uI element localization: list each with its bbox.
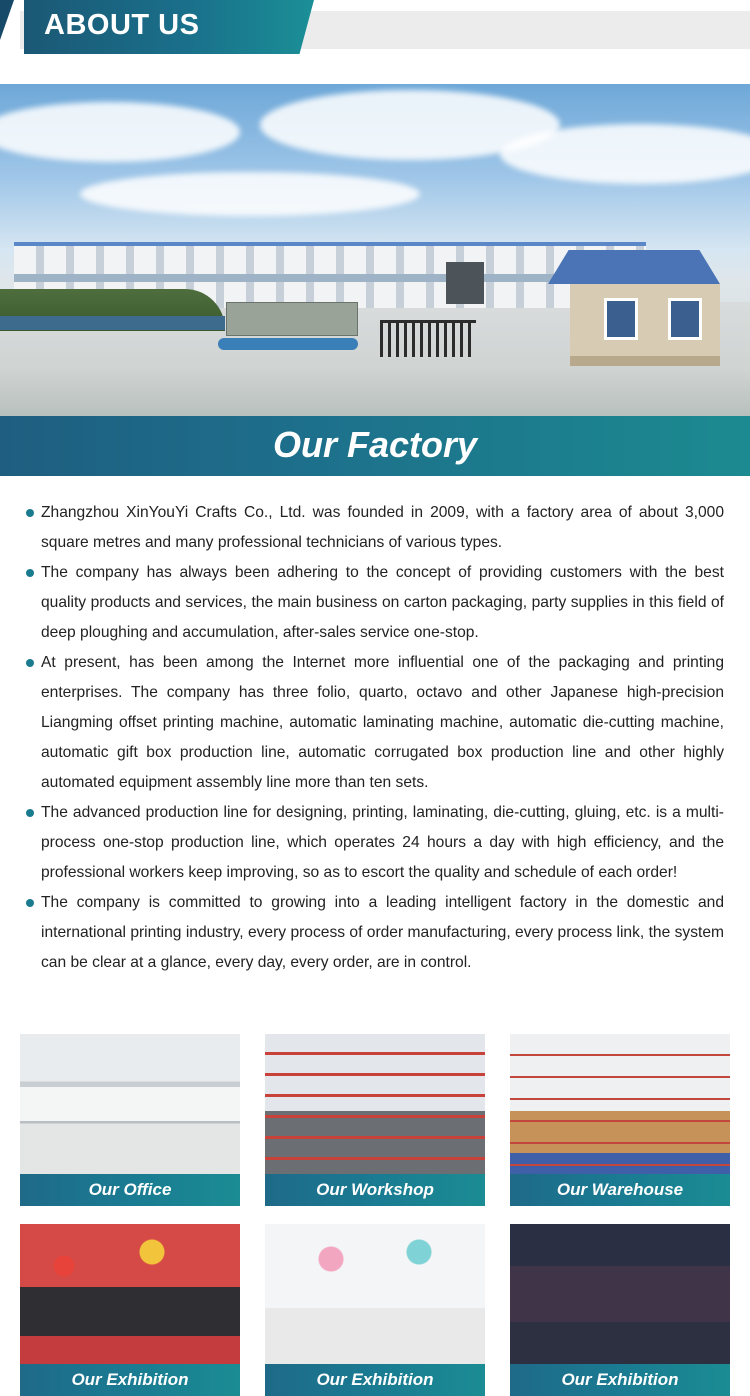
about-text: The advanced production line for designing, printing, laminating, die-cutting, gluing, etc. is a multi-process one-stop production line, which operates 24 hours a day with high efficiency, and the professional workers keep improving, so as to escort the quality and schedule of each order!: [41, 804, 724, 881]
tile-caption: Our Workshop: [316, 1180, 434, 1199]
tile-caption-bar: [510, 1174, 730, 1206]
tile-caption: Our Office: [88, 1180, 172, 1199]
factory-gate: [380, 320, 476, 357]
bullet-dot-icon: [26, 899, 34, 907]
tile-caption: Our Exhibition: [316, 1370, 434, 1389]
tile-caption-bar: [20, 1364, 240, 1396]
tile-caption-bar: [510, 1364, 730, 1396]
gallery-tile-exhibition-3[interactable]: [510, 1224, 730, 1396]
tile-caption-bar: [265, 1174, 485, 1206]
about-text: Zhangzhou XinYouYi Crafts Co., Ltd. was founded in 2009, with a factory area of about 3,000 square metres and many professional technicians of various types.: [41, 504, 724, 551]
exhibition-photo: [510, 1224, 730, 1364]
about-item: [26, 888, 724, 978]
guardhouse-roof: [548, 250, 720, 284]
about-us-header: [0, 0, 750, 84]
warehouse-photo: [510, 1034, 730, 1174]
gallery-tile-warehouse[interactable]: [510, 1034, 730, 1206]
factory-banner-title: Our Factory: [272, 424, 478, 465]
gallery-tile-exhibition-2[interactable]: [265, 1224, 485, 1396]
about-text: The company is committed to growing into a leading intelligent factory in the domestic and international printing industry, every process of order manufacturing, every process link, the system can be clear at a glance, every day, every order, are in control.: [41, 894, 724, 971]
section-title: ABOUT US: [44, 9, 200, 41]
office-photo: [20, 1034, 240, 1174]
gallery-tile-exhibition-1[interactable]: [20, 1224, 240, 1396]
tile-caption: Our Exhibition: [71, 1370, 189, 1389]
tile-caption-bar: [20, 1174, 240, 1206]
factory-photo: [0, 84, 750, 416]
exhibition-photo: [265, 1224, 485, 1364]
about-item: [26, 648, 724, 798]
bullet-dot-icon: [26, 569, 34, 577]
gallery-tile-workshop[interactable]: [265, 1034, 485, 1206]
gallery-tile-office[interactable]: [20, 1034, 240, 1206]
bullet-dot-icon: [26, 809, 34, 817]
tile-caption: Our Warehouse: [556, 1180, 684, 1199]
factory-sign: [226, 302, 358, 336]
about-item: [26, 798, 724, 888]
about-text: The company has always been adhering to the concept of providing customers with the best quality products and services, the main business on carton packaging, party supplies in this field of deep ploughing and accumulation, after-sales service one-stop.: [41, 564, 724, 641]
exhibition-photo: [20, 1224, 240, 1364]
about-text: At present, has been among the Internet more influential one of the packaging and printing enterprises. The company has three folio, quarto, octavo and other Japanese high-precision Liangming offset printing machine, automatic laminating machine, automatic die-cutting machine, automatic gift box production line, automatic corrugated box production line and other highly automated equipment assembly line more than ten sets.: [41, 654, 724, 791]
tile-caption: Our Exhibition: [561, 1370, 679, 1389]
bullet-dot-icon: [26, 659, 34, 667]
about-list: [26, 498, 724, 978]
bullet-dot-icon: [26, 509, 34, 517]
about-item: [26, 498, 724, 558]
about-item: [26, 558, 724, 648]
header-corner-accent: [0, 0, 14, 40]
tile-caption-bar: [265, 1364, 485, 1396]
workshop-photo: [265, 1034, 485, 1174]
